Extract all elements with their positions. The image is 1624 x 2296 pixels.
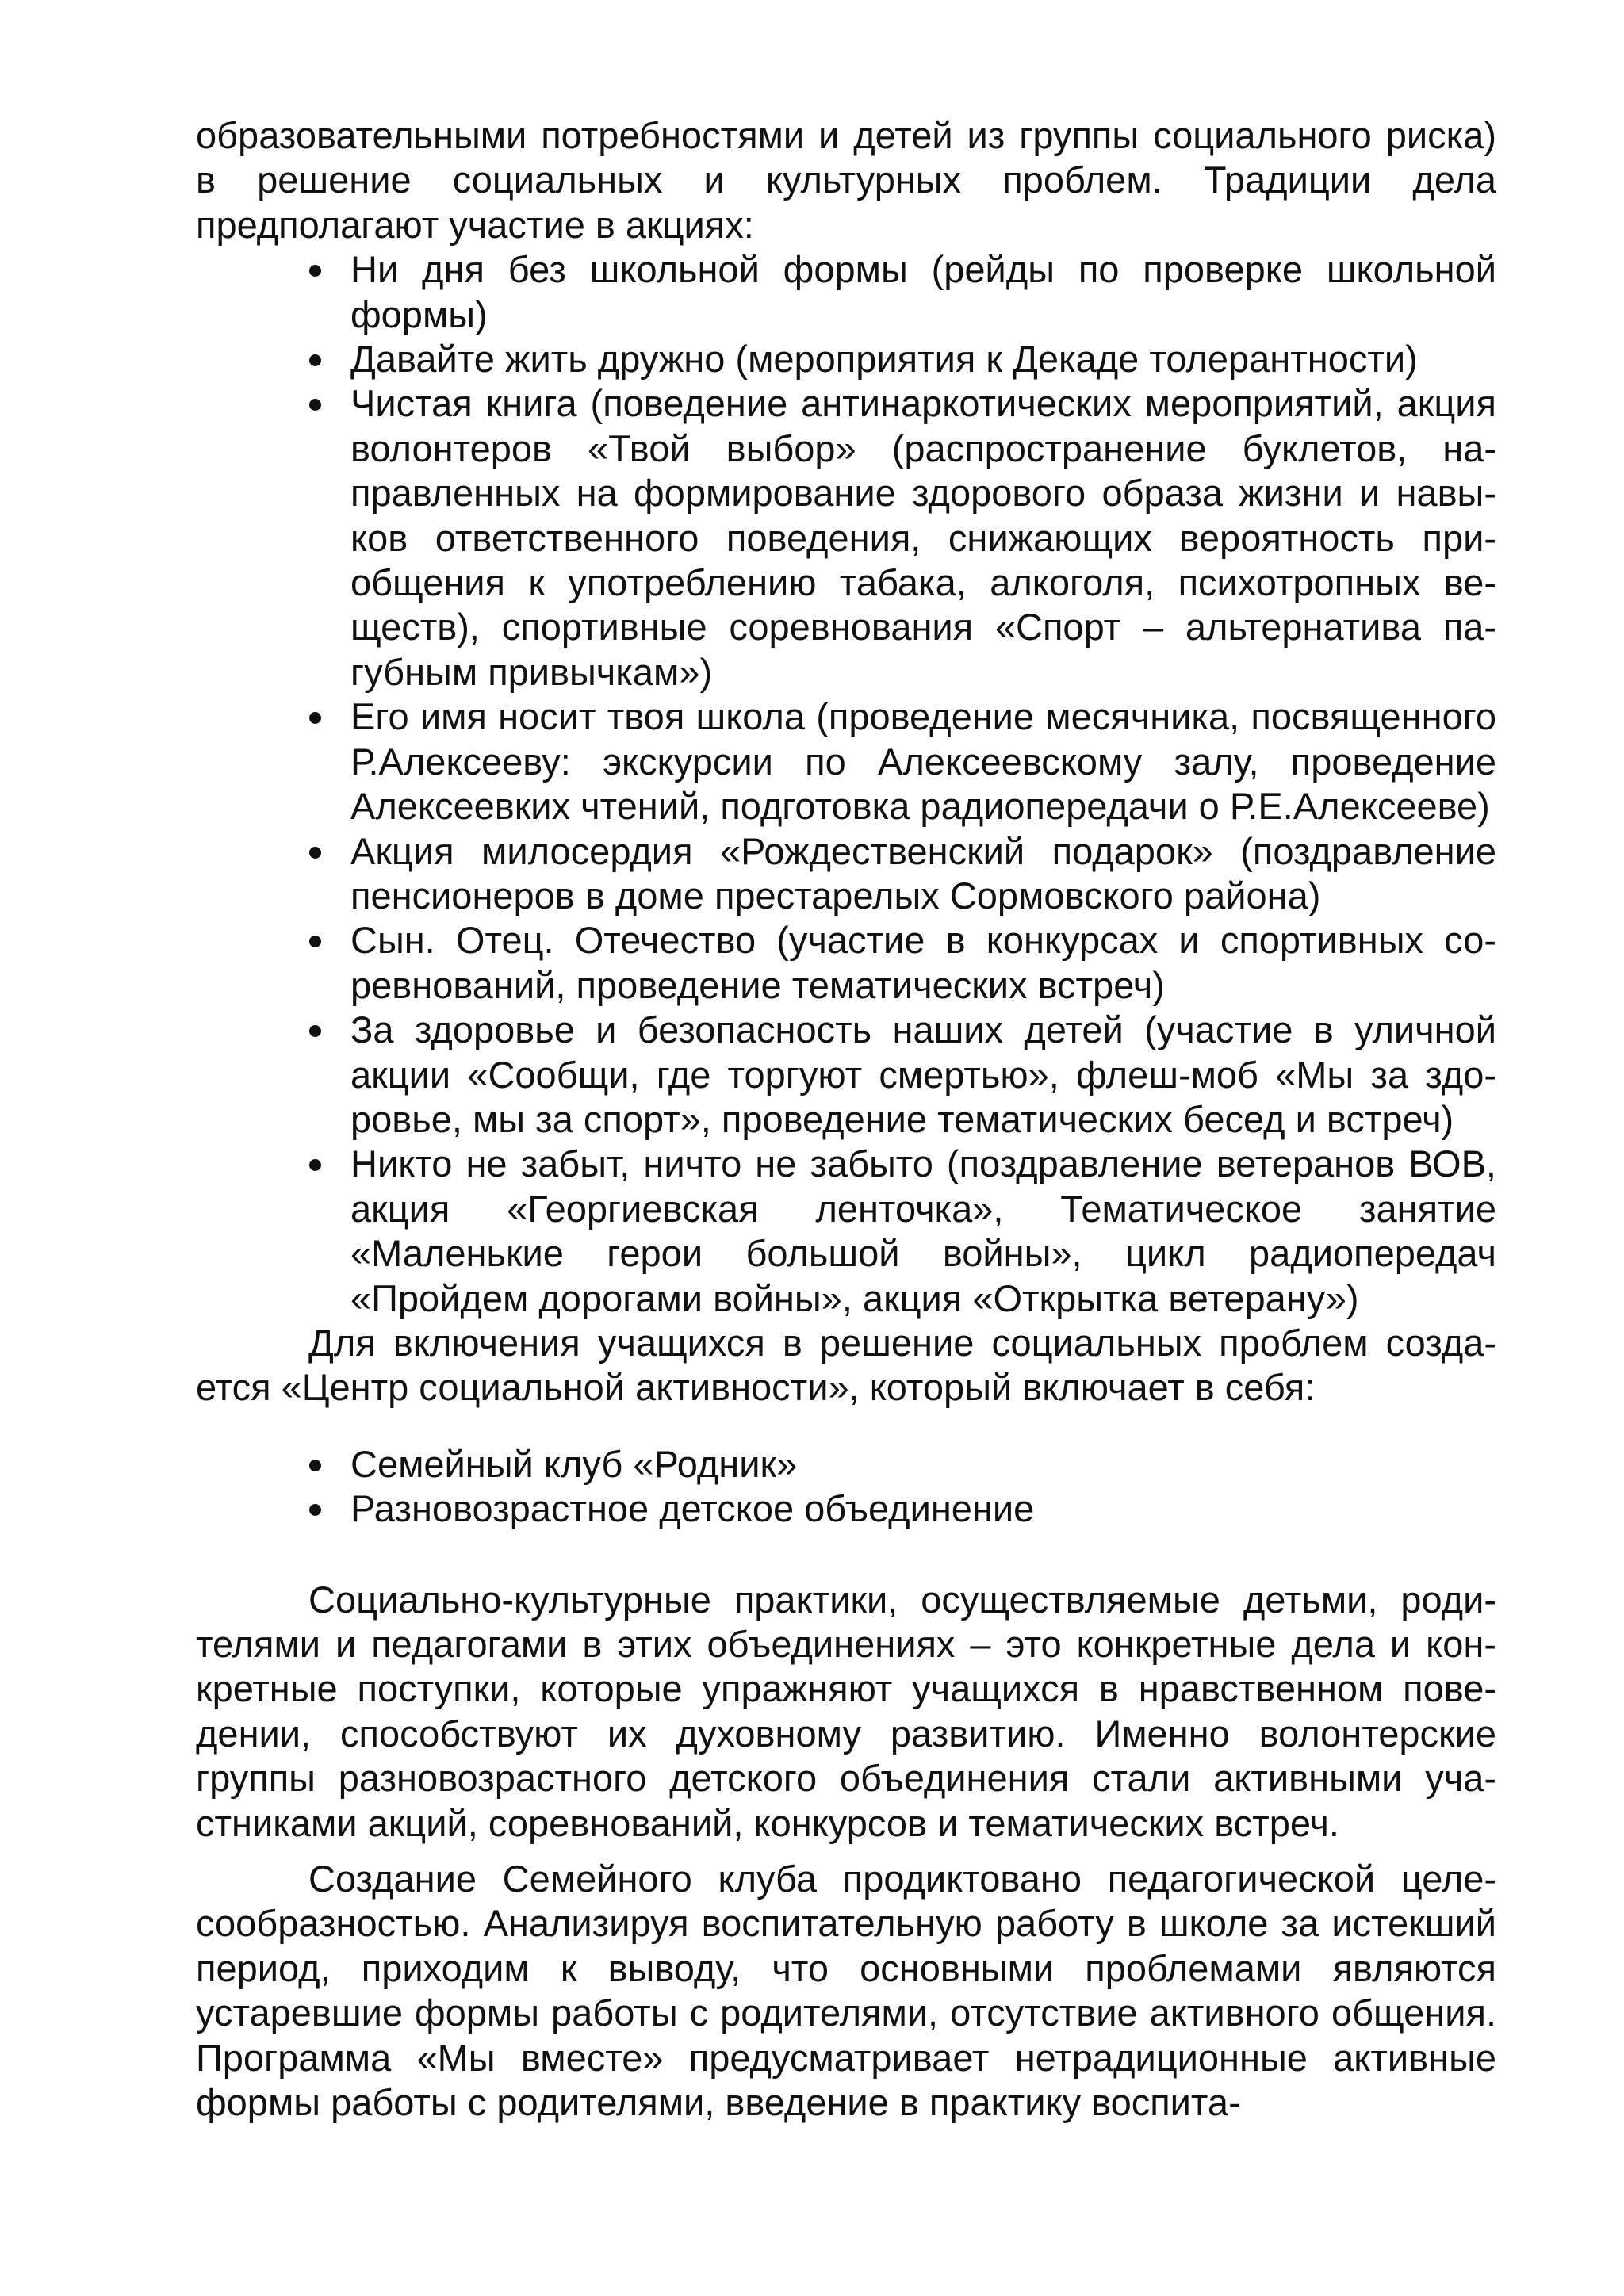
action-item-text: За здоровье и безопасность наших детей (участие в уличной акции «Сообщи, где торгуют смертью», флеш-моб «Мы за здоровье, мы за спорт», проведение тематических бесед и встреч) bbox=[350, 1008, 1496, 1140]
bullet-icon bbox=[309, 399, 321, 411]
action-item-live-in-friendship bbox=[350, 337, 1496, 381]
bullet-icon bbox=[309, 847, 321, 859]
action-item-health-and-safety bbox=[350, 1008, 1496, 1142]
bullet-icon bbox=[309, 1025, 321, 1037]
action-item-text: Никто не забыт, ничто не забыто (поздравление ветеранов ВОВ, акция «Георгиевская ленточка», Тематическое занятие «Маленькие герои большой войны», цикл радиопередач «Пройдем дорогами войны», акция «Открытка ветерану») bbox=[350, 1142, 1496, 1319]
center-component-text: Семейный клуб «Родник» bbox=[350, 1442, 798, 1485]
action-item-text: Сын. Отец. Отечество (участие в конкурсах и спортивных соревнований, проведение тематических встреч) bbox=[350, 919, 1496, 1006]
spacer bbox=[196, 1846, 1496, 1857]
center-component-item-family-club bbox=[350, 1442, 1496, 1487]
bullet-icon bbox=[309, 354, 321, 366]
document-body bbox=[196, 113, 1496, 2125]
action-item-text: Его имя носит твоя школа (проведение месячника, посвященного Р.Алексееву: экскурсии по Алексеевскому залу, проведение Алексеевких чтений, подготовка радиопередачи о Р.Е.Алексееве) bbox=[350, 695, 1496, 828]
action-item-text: Акция милосердия «Рождественский подарок» (поздравление пенсионеров в доме престарелых Сормовского района) bbox=[350, 829, 1496, 916]
action-item-nobody-forgotten bbox=[350, 1142, 1496, 1321]
bullet-icon bbox=[309, 1159, 321, 1171]
center-component-text: Разновозрастное детское объединение bbox=[350, 1487, 1035, 1530]
center-components-list bbox=[196, 1442, 1496, 1532]
action-item-clean-book bbox=[350, 381, 1496, 695]
center-component-item-youth-association bbox=[350, 1487, 1496, 1531]
action-item-christmas-gift bbox=[350, 829, 1496, 919]
intro-paragraph: образовательными потребностями и детей из группы социального риска) в решение социальных и культурных проблем. Традиции дела предполагают участие в акциях: bbox=[196, 114, 1496, 246]
bullet-icon bbox=[309, 265, 321, 277]
action-item-no-day-without-uniform bbox=[350, 247, 1496, 337]
bullet-icon bbox=[309, 1460, 321, 1471]
spacer bbox=[196, 1410, 1496, 1442]
action-item-text: Ни дня без школьной формы (рейды по проверке школьной формы) bbox=[350, 248, 1496, 335]
spacer bbox=[196, 1532, 1496, 1578]
bullet-icon bbox=[309, 936, 321, 947]
action-item-text: Давайте жить дружно (мероприятия к Декаде толерантности) bbox=[350, 338, 1418, 381]
bullet-icon bbox=[309, 1504, 321, 1516]
bullet-icon bbox=[309, 712, 321, 724]
family-club-paragraph: Создание Семейного клуба продиктовано педагогической целесообразностью. Анализируя воспитательную работу в школе за истекший период, приходим к выводу, что основными проблемами являются устаревшие формы работы с родителями, отсутствие активного общения. Программа «Мы вместе» предусматривает нетрадиционные активные формы работы с родителями, введение в практику воспита- bbox=[196, 1858, 1496, 2124]
action-item-text: Чистая книга (поведение антинаркотических мероприятий, акция волонтеров «Твой выбор» (распространение буклетов, направленных на формирование здорового образа жизни и навыков ответственного поведения, снижающих вероятность приобщения к употреблению табака, алкоголя, психотропных веществ), спортивные соревнования «Спорт – альтернатива пагубным привычкам») bbox=[350, 382, 1496, 693]
practices-paragraph: Социально-культурные практики, осуществляемые детьми, родителями и педагогами в этих объединениях – это конкретные дела и конкретные поступки, которые упражняют учащихся в нравственном поведении, способствуют их духовному развитию. Именно волонтерские группы разновозрастного детского объединения стали активными участниками акций, соревнований, конкурсов и тематических встреч. bbox=[196, 1578, 1496, 1844]
action-item-school-namesake bbox=[350, 695, 1496, 828]
actions-list bbox=[196, 247, 1496, 1321]
center-paragraph: Для включения учащихся в решение социальных проблем создается «Центр социальной активности», который включает в себя: bbox=[196, 1321, 1496, 1409]
action-item-son-father-fatherland bbox=[350, 918, 1496, 1008]
